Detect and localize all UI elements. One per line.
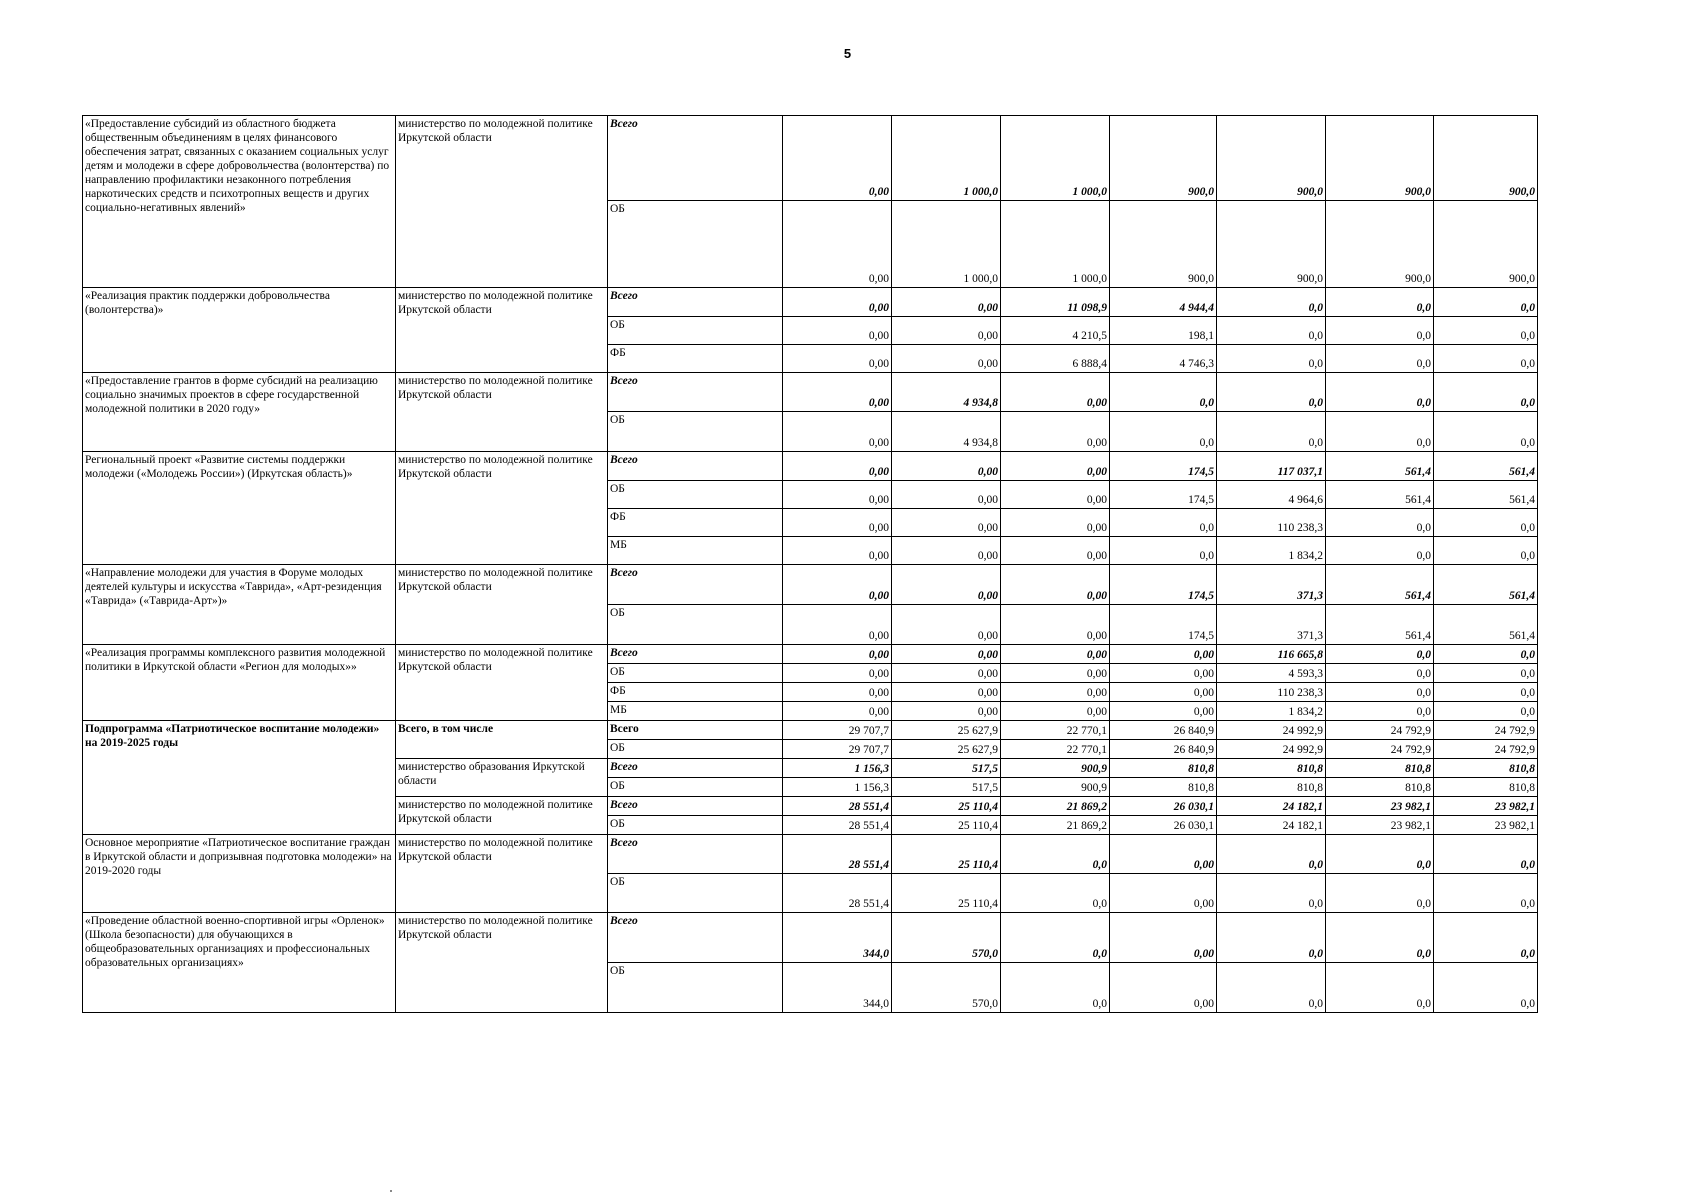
value-cell: 0,00	[1001, 605, 1110, 645]
scan-mark	[390, 1190, 392, 1192]
value-cell: 26 840,9	[1110, 740, 1217, 759]
value-cell: 174,5	[1110, 481, 1217, 509]
value-cell: 0,0	[1217, 412, 1326, 452]
value-cell: 0,00	[783, 509, 892, 537]
value-cell: 0,00	[783, 412, 892, 452]
value-cell: 0,0	[1110, 412, 1217, 452]
value-cell: 1 156,3	[783, 759, 892, 778]
value-cell: 0,0	[1217, 288, 1326, 317]
value-cell: 1 156,3	[783, 778, 892, 797]
value-cell: 0,0	[1217, 913, 1326, 963]
value-cell: 26 030,1	[1110, 816, 1217, 835]
table-row	[83, 913, 1538, 963]
executor-cell: министерство по молодежной политике Иркутской области	[396, 565, 608, 645]
activity-name: Подпрограмма «Патриотическое воспитание молодежи» на 2019-2025 годы	[83, 721, 396, 835]
executor-cell: министерство по молодежной политике Иркутской области	[396, 373, 608, 452]
table-body	[83, 116, 1538, 1013]
value-cell: 0,0	[1434, 645, 1538, 664]
value-cell: 4 593,3	[1217, 664, 1326, 683]
value-cell: 28 551,4	[783, 816, 892, 835]
value-cell: 25 627,9	[892, 721, 1001, 740]
value-cell: 24 182,1	[1217, 797, 1326, 816]
value-cell: 0,0	[1326, 702, 1434, 721]
value-cell: 0,0	[1434, 288, 1538, 317]
value-cell: 0,00	[1001, 565, 1110, 605]
value-cell: 561,4	[1326, 481, 1434, 509]
value-cell: 570,0	[892, 913, 1001, 963]
value-cell: 900,0	[1217, 116, 1326, 201]
value-cell: 0,0	[1434, 702, 1538, 721]
funding-source-cell: ОБ	[608, 412, 783, 452]
funding-source-cell: ОБ	[608, 481, 783, 509]
value-cell: 21 869,2	[1001, 816, 1110, 835]
value-cell: 810,8	[1110, 759, 1217, 778]
value-cell: 21 869,2	[1001, 797, 1110, 816]
value-cell: 0,00	[1110, 913, 1217, 963]
value-cell: 0,0	[1326, 317, 1434, 345]
value-cell: 561,4	[1326, 605, 1434, 645]
value-cell: 0,0	[1001, 913, 1110, 963]
value-cell: 0,0	[1434, 913, 1538, 963]
value-cell: 0,0	[1001, 963, 1110, 1013]
activity-name: «Предоставление субсидий из областного бюджета общественным объединениям в целях финансового обеспечения затрат, связанных с оказанием социальных услуг детям и молодежи в сфере добровольчества (волонтерства) по направлению профилактики незаконного потребления наркотических средств и психотропных веществ и других социально-негативных явлений»	[83, 116, 396, 288]
value-cell: 29 707,7	[783, 721, 892, 740]
value-cell: 900,9	[1001, 778, 1110, 797]
value-cell: 0,00	[783, 288, 892, 317]
value-cell: 0,00	[783, 565, 892, 605]
value-cell: 174,5	[1110, 565, 1217, 605]
table-row	[83, 835, 1538, 874]
value-cell: 116 665,8	[1217, 645, 1326, 664]
value-cell: 0,0	[1434, 412, 1538, 452]
value-cell: 0,0	[1110, 509, 1217, 537]
value-cell: 0,00	[892, 509, 1001, 537]
value-cell: 0,00	[1001, 452, 1110, 481]
value-cell: 0,00	[1001, 683, 1110, 702]
value-cell: 28 551,4	[783, 835, 892, 874]
value-cell: 561,4	[1434, 565, 1538, 605]
value-cell: 22 770,1	[1001, 740, 1110, 759]
value-cell: 900,9	[1001, 759, 1110, 778]
value-cell: 0,0	[1001, 835, 1110, 874]
value-cell: 4 210,5	[1001, 317, 1110, 345]
value-cell: 0,00	[783, 481, 892, 509]
executor-cell: министерство по молодежной политике Иркутской области	[396, 645, 608, 721]
value-cell: 0,0	[1217, 963, 1326, 1013]
table-row	[83, 116, 1538, 201]
table-row	[83, 452, 1538, 481]
value-cell: 0,00	[892, 565, 1001, 605]
value-cell: 24 792,9	[1326, 721, 1434, 740]
value-cell: 561,4	[1434, 481, 1538, 509]
value-cell: 25 110,4	[892, 874, 1001, 913]
value-cell: 0,00	[1001, 509, 1110, 537]
value-cell: 344,0	[783, 963, 892, 1013]
value-cell: 900,0	[1217, 201, 1326, 288]
funding-source-cell: МБ	[608, 702, 783, 721]
value-cell: 1 834,2	[1217, 702, 1326, 721]
activity-name: «Предоставление грантов в форме субсидий на реализацию социально значимых проектов в сфере государственной молодежной политики в 2020 году»	[83, 373, 396, 452]
value-cell: 0,00	[892, 702, 1001, 721]
value-cell: 0,0	[1434, 874, 1538, 913]
value-cell: 117 037,1	[1217, 452, 1326, 481]
value-cell: 25 110,4	[892, 835, 1001, 874]
value-cell: 0,00	[892, 645, 1001, 664]
funding-source-cell: Всего	[608, 645, 783, 664]
funding-source-cell: Всего	[608, 288, 783, 317]
activity-name: Региональный проект «Развитие системы поддержки молодежи («Молодежь России») (Иркутская область)»	[83, 452, 396, 565]
value-cell: 0,00	[892, 481, 1001, 509]
value-cell: 0,0	[1434, 373, 1538, 412]
value-cell: 810,8	[1434, 778, 1538, 797]
executor-cell: министерство по молодежной политике Иркутской области	[396, 797, 608, 835]
table-row	[83, 565, 1538, 605]
value-cell: 0,00	[892, 288, 1001, 317]
value-cell: 1 000,0	[892, 201, 1001, 288]
activity-name: «Реализация практик поддержки добровольчества (волонтерства)»	[83, 288, 396, 373]
value-cell: 0,0	[1434, 509, 1538, 537]
value-cell: 810,8	[1326, 759, 1434, 778]
value-cell: 0,00	[1110, 664, 1217, 683]
table-row	[83, 721, 1538, 740]
value-cell: 0,00	[783, 683, 892, 702]
funding-source-cell: ОБ	[608, 963, 783, 1013]
value-cell: 517,5	[892, 778, 1001, 797]
value-cell: 0,0	[1434, 683, 1538, 702]
value-cell: 0,0	[1110, 537, 1217, 565]
value-cell: 4 934,8	[892, 373, 1001, 412]
value-cell: 900,0	[1326, 201, 1434, 288]
value-cell: 0,00	[1001, 373, 1110, 412]
funding-source-cell: Всего	[608, 452, 783, 481]
value-cell: 0,0	[1434, 345, 1538, 373]
value-cell: 0,00	[783, 116, 892, 201]
funding-source-cell: ФБ	[608, 683, 783, 702]
value-cell: 0,00	[892, 664, 1001, 683]
funding-source-cell: Всего	[608, 721, 783, 740]
value-cell: 26 030,1	[1110, 797, 1217, 816]
funding-source-cell: Всего	[608, 759, 783, 778]
value-cell: 0,00	[783, 702, 892, 721]
funding-source-cell: ОБ	[608, 778, 783, 797]
value-cell: 900,0	[1434, 201, 1538, 288]
value-cell: 0,0	[1217, 874, 1326, 913]
table-row	[83, 645, 1538, 664]
value-cell: 900,0	[1434, 116, 1538, 201]
value-cell: 28 551,4	[783, 874, 892, 913]
value-cell: 0,0	[1326, 835, 1434, 874]
executor-cell: министерство по молодежной политике Иркутской области	[396, 116, 608, 288]
value-cell: 0,0	[1110, 373, 1217, 412]
value-cell: 0,00	[892, 452, 1001, 481]
value-cell: 561,4	[1326, 452, 1434, 481]
value-cell: 23 982,1	[1434, 816, 1538, 835]
value-cell: 0,00	[783, 373, 892, 412]
value-cell: 11 098,9	[1001, 288, 1110, 317]
value-cell: 561,4	[1434, 452, 1538, 481]
value-cell: 0,00	[892, 683, 1001, 702]
value-cell: 0,0	[1326, 373, 1434, 412]
funding-source-cell: ОБ	[608, 816, 783, 835]
value-cell: 0,0	[1326, 537, 1434, 565]
value-cell: 900,0	[1110, 116, 1217, 201]
value-cell: 0,00	[783, 537, 892, 565]
value-cell: 26 840,9	[1110, 721, 1217, 740]
value-cell: 0,0	[1326, 509, 1434, 537]
value-cell: 900,0	[1110, 201, 1217, 288]
value-cell: 561,4	[1326, 565, 1434, 605]
executor-cell: министерство по молодежной политике Иркутской области	[396, 913, 608, 1013]
value-cell: 0,00	[1110, 963, 1217, 1013]
value-cell: 0,0	[1434, 317, 1538, 345]
value-cell: 24 182,1	[1217, 816, 1326, 835]
value-cell: 0,0	[1326, 664, 1434, 683]
value-cell: 4 746,3	[1110, 345, 1217, 373]
value-cell: 174,5	[1110, 452, 1217, 481]
activity-name: «Направление молодежи для участия в Форуме молодых деятелей культуры и искусства «Таврида», «Арт-резиденция «Таврида» («Таврида-Арт»)»	[83, 565, 396, 645]
value-cell: 110 238,3	[1217, 683, 1326, 702]
value-cell: 25 627,9	[892, 740, 1001, 759]
funding-source-cell: ФБ	[608, 509, 783, 537]
value-cell: 0,00	[1110, 702, 1217, 721]
value-cell: 0,00	[1001, 481, 1110, 509]
funding-source-cell: ОБ	[608, 874, 783, 913]
activity-name: Основное мероприятие «Патриотическое воспитание граждан в Иркутской области и допризывная подготовка молодежи» на 2019-2020 годы	[83, 835, 396, 913]
value-cell: 0,00	[1110, 645, 1217, 664]
value-cell: 28 551,4	[783, 797, 892, 816]
value-cell: 0,0	[1326, 288, 1434, 317]
page-number: 5	[843, 46, 852, 61]
value-cell: 1 834,2	[1217, 537, 1326, 565]
value-cell: 29 707,7	[783, 740, 892, 759]
funding-source-cell: ОБ	[608, 317, 783, 345]
value-cell: 0,0	[1217, 373, 1326, 412]
value-cell: 110 238,3	[1217, 509, 1326, 537]
value-cell: 0,00	[892, 605, 1001, 645]
value-cell: 0,0	[1326, 412, 1434, 452]
value-cell: 0,00	[1001, 412, 1110, 452]
value-cell: 25 110,4	[892, 797, 1001, 816]
value-cell: 0,00	[783, 345, 892, 373]
value-cell: 0,00	[783, 201, 892, 288]
value-cell: 0,00	[892, 345, 1001, 373]
value-cell: 0,00	[1001, 702, 1110, 721]
value-cell: 810,8	[1110, 778, 1217, 797]
value-cell: 22 770,1	[1001, 721, 1110, 740]
value-cell: 0,0	[1326, 913, 1434, 963]
value-cell: 371,3	[1217, 605, 1326, 645]
value-cell: 344,0	[783, 913, 892, 963]
value-cell: 0,0	[1434, 537, 1538, 565]
value-cell: 198,1	[1110, 317, 1217, 345]
value-cell: 0,0	[1001, 874, 1110, 913]
value-cell: 0,0	[1434, 963, 1538, 1013]
value-cell: 4 964,6	[1217, 481, 1326, 509]
value-cell: 0,00	[1110, 683, 1217, 702]
value-cell: 0,00	[1001, 645, 1110, 664]
value-cell: 0,00	[783, 645, 892, 664]
value-cell: 900,0	[1326, 116, 1434, 201]
executor-cell: министерство по молодежной политике Иркутской области	[396, 835, 608, 913]
value-cell: 23 982,1	[1326, 797, 1434, 816]
value-cell: 0,0	[1217, 835, 1326, 874]
value-cell: 25 110,4	[892, 816, 1001, 835]
executor-cell: министерство по молодежной политике Иркутской области	[396, 288, 608, 373]
value-cell: 810,8	[1434, 759, 1538, 778]
activity-name: «Реализация программы комплексного развития молодежной политики в Иркутской области «Регион для молодых»»	[83, 645, 396, 721]
value-cell: 4 944,4	[1110, 288, 1217, 317]
value-cell: 561,4	[1434, 605, 1538, 645]
value-cell: 0,00	[1110, 835, 1217, 874]
value-cell: 810,8	[1217, 778, 1326, 797]
value-cell: 1 000,0	[1001, 201, 1110, 288]
value-cell: 6 888,4	[1001, 345, 1110, 373]
value-cell: 24 992,9	[1217, 721, 1326, 740]
funding-source-cell: Всего	[608, 565, 783, 605]
value-cell: 0,00	[1001, 537, 1110, 565]
value-cell: 0,00	[783, 317, 892, 345]
value-cell: 174,5	[1110, 605, 1217, 645]
value-cell: 810,8	[1217, 759, 1326, 778]
funding-source-cell: ФБ	[608, 345, 783, 373]
value-cell: 0,0	[1434, 835, 1538, 874]
value-cell: 0,0	[1326, 963, 1434, 1013]
value-cell: 0,00	[783, 664, 892, 683]
value-cell: 24 992,9	[1217, 740, 1326, 759]
funding-source-cell: Всего	[608, 835, 783, 874]
value-cell: 23 982,1	[1434, 797, 1538, 816]
value-cell: 23 982,1	[1326, 816, 1434, 835]
value-cell: 1 000,0	[892, 116, 1001, 201]
value-cell: 570,0	[892, 963, 1001, 1013]
value-cell: 0,0	[1217, 317, 1326, 345]
value-cell: 0,00	[783, 452, 892, 481]
value-cell: 0,00	[892, 317, 1001, 345]
executor-cell: министерство по молодежной политике Иркутской области	[396, 452, 608, 565]
value-cell: 0,0	[1217, 345, 1326, 373]
activity-name: «Проведение областной военно-спортивной игры «Орленок» (Школа безопасности) для обучающихся в общеобразовательных организациях и профессиональных образовательных организациях»	[83, 913, 396, 1013]
value-cell: 0,0	[1434, 664, 1538, 683]
value-cell: 0,00	[892, 537, 1001, 565]
funding-source-cell: ОБ	[608, 664, 783, 683]
value-cell: 0,0	[1326, 683, 1434, 702]
value-cell: 517,5	[892, 759, 1001, 778]
budget-table	[82, 115, 1538, 1013]
value-cell: 24 792,9	[1434, 740, 1538, 759]
funding-source-cell: ОБ	[608, 605, 783, 645]
funding-source-cell: Всего	[608, 116, 783, 201]
value-cell: 371,3	[1217, 565, 1326, 605]
funding-source-cell: ОБ	[608, 740, 783, 759]
value-cell: 0,0	[1326, 345, 1434, 373]
table-row	[83, 288, 1538, 317]
value-cell: 0,0	[1326, 645, 1434, 664]
funding-source-cell: ОБ	[608, 201, 783, 288]
value-cell: 24 792,9	[1326, 740, 1434, 759]
value-cell: 4 934,8	[892, 412, 1001, 452]
funding-source-cell: Всего	[608, 797, 783, 816]
funding-source-cell: МБ	[608, 537, 783, 565]
table-row	[83, 373, 1538, 412]
value-cell: 1 000,0	[1001, 116, 1110, 201]
value-cell: 810,8	[1326, 778, 1434, 797]
value-cell: 0,00	[783, 605, 892, 645]
funding-source-cell: Всего	[608, 913, 783, 963]
executor-cell: министерство образования Иркутской области	[396, 759, 608, 797]
value-cell: 0,00	[1001, 664, 1110, 683]
funding-source-cell: Всего	[608, 373, 783, 412]
value-cell: 0,00	[1110, 874, 1217, 913]
value-cell: 24 792,9	[1434, 721, 1538, 740]
executor-cell: Всего, в том числе	[396, 721, 608, 759]
value-cell: 0,0	[1326, 874, 1434, 913]
